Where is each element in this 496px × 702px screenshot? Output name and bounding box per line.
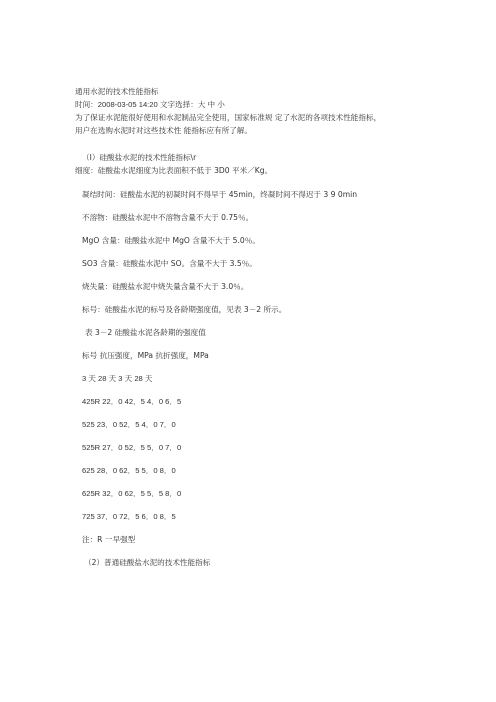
loss-on-ignition-text: 烧失量：硅酸盐水泥中烧失量含量不大于 3.0％。 — [82, 282, 249, 291]
document-title: 通用水泥的技术性能指标 — [75, 87, 159, 96]
table-row: 625 28．0 62．5 5．0 8．0 — [82, 466, 176, 475]
table-row: 525 23．0 52．5 4．0 7．0 — [82, 420, 176, 429]
table-row: 525R 27．0 52．5 5．0 7．0 — [82, 443, 182, 452]
so3-text: SO3 含量：硅酸盐水泥中 SO。含量不大于 3.5％。 — [82, 259, 257, 268]
table-row: 725 37．0 72．5 6．0 8．5 — [82, 512, 176, 521]
setting-time-text: 凝结时间：硅酸盐水泥的初凝时间不得早于 45min，终凝时间不得迟于 3 9 0min — [82, 190, 358, 199]
table-row: 425R 22．0 42．5 4．0 6．5 — [82, 397, 182, 406]
table-row: 625R 32．0 62．5 5．5 8．0 — [82, 489, 182, 498]
grade-note-text: 标号：硅酸盐水泥的标号及各龄期强度值，见表 3－2 所示。 — [82, 305, 287, 314]
table-subheader: 3 天 28 天 3 天 28 天 — [82, 374, 153, 383]
section-1-heading: （I）硅酸盐水泥的技术性能指标\r — [82, 153, 197, 162]
intro-paragraph-line-1: 为了保证水泥能很好使用和水泥制品完全使用，国家标准规 定了水泥的各项技术性能指标， — [75, 113, 382, 122]
fineness-text: 细度：硅酸盐水泥细度为比表面积不低于 3D0 平米／Kg。 — [75, 166, 273, 175]
table-title: 表 3－2 硅酸盐水泥各龄期的强度值 — [85, 328, 206, 337]
intro-paragraph-line-2: 用户在选购水泥时对这些技术性 能指标应有所了解。 — [75, 126, 253, 135]
insoluble-text: 不溶物：硅酸盐水泥中不溶物含量不大于 0.75％。 — [82, 213, 254, 222]
footnote: 注：R 一早强型 — [82, 535, 136, 544]
mgo-text: MgO 含量：硅酸盐水泥中 MgO 含量不大于 5.0％。 — [82, 236, 260, 245]
section-2-heading: （2）普通硅酸盐水泥的技术性能指标 — [84, 558, 211, 567]
document-meta: 时间：2008-03-05 14:20 文字选择：大 中 小 — [75, 100, 225, 109]
table-header: 标号 抗压强度，MPa 抗折强度，MPa — [82, 351, 209, 360]
